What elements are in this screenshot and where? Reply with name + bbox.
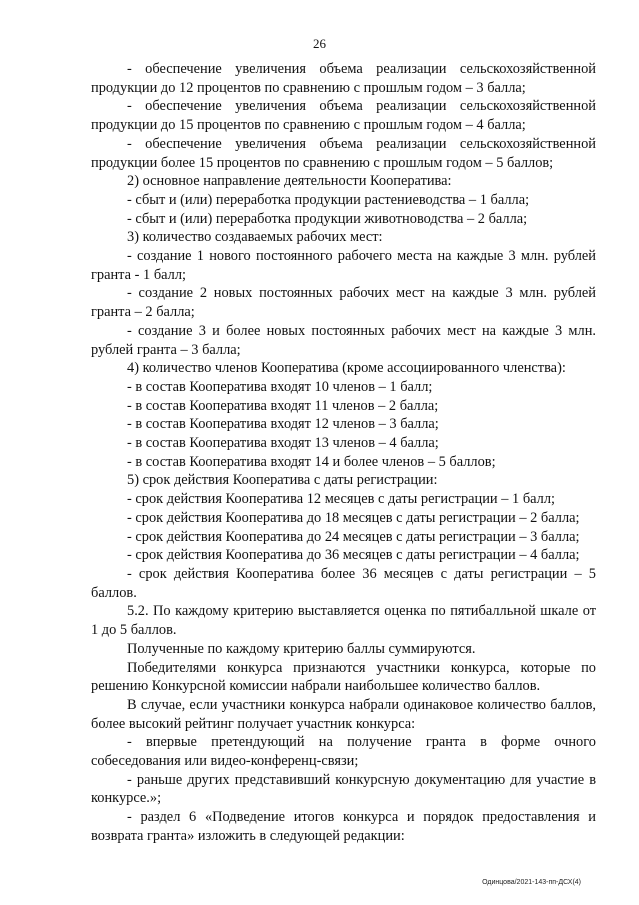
paragraph: 3) количество создаваемых рабочих мест: [127,229,383,246]
paragraph: 5) срок действия Кооператива с даты регистрации: [127,472,438,489]
paragraph: В случае, если участники конкурса набрали одинаковое количество баллов, более высокий рейтинг получает участник конкурса: [91,696,596,732]
paragraph: - срок действия Кооператива 12 месяцев с даты регистрации – 1 балл; [127,491,556,508]
paragraph: - срок действия Кооператива до 18 месяцев с даты регистрации – 2 балла; [127,509,580,526]
paragraph: - сбыт и (или) переработка продукции животноводства – 2 балла; [127,210,528,227]
paragraph: 5.2. По каждому критерию выставляется оценка по пятибалльной шкале от 1 до 5 баллов. [91,603,596,639]
paragraph: - раньше других представивший конкурсную документацию для участие в конкурсе.»; [91,771,596,807]
paragraph: - раздел 6 «Подведение итогов конкурса и порядок предоставления и возврата гранта» изложить в следующей редакции: [91,809,596,844]
paragraph: - создание 2 новых постоянных рабочих мест на каждые 3 млн. рублей гранта – 2 балла; [91,285,596,321]
paragraph: - в состав Кооператива входят 10 членов – 1 балл; [127,378,433,395]
paragraph: - обеспечение увеличения объема реализации сельскохозяйственной продукции до 15 процентов по сравнению с прошлым годом – 4 балла; [91,98,596,134]
paragraph: - срок действия Кооператива более 36 месяцев с даты регистрации – 5 баллов. [91,565,596,601]
paragraph: - срок действия Кооператива до 24 месяцев с даты регистрации – 3 балла; [127,528,580,545]
paragraph: - обеспечение увеличения объема реализации сельскохозяйственной продукции до 12 процентов по сравнению с прошлым годом – 3 балла; [91,61,596,96]
paragraph: 2) основное направление деятельности Кооператива: [127,173,452,190]
paragraph: Полученные по каждому критерию баллы суммируются. [127,640,476,657]
paragraph: Победителями конкурса признаются участники конкурса, которые по решению Конкурсной комиссии набрали наибольшее количество баллов. [91,659,596,695]
document-body [91,60,596,846]
document-reference-code: Одинцова/2021-143-пп-ДСХ(4) [482,879,581,886]
paragraph: 4) количество членов Кооператива (кроме ассоциированного членства): [127,360,566,377]
paragraph: - в состав Кооператива входят 11 членов – 2 балла; [127,397,439,414]
paragraph: - обеспечение увеличения объема реализации сельскохозяйственной продукции более 15 процентов по сравнению с прошлым годом – 5 баллов; [91,135,596,171]
paragraph: - срок действия Кооператива до 36 месяцев с даты регистрации – 4 балла; [127,547,580,564]
paragraph: - в состав Кооператива входят 12 членов – 3 балла; [127,416,439,433]
paragraph: - создание 3 и более новых постоянных рабочих мест на каждые 3 млн. рублей гранта – 3 балла; [91,322,596,358]
paragraph: - создание 1 нового постоянного рабочего места на каждые 3 млн. рублей гранта - 1 балл; [91,248,596,283]
paragraph: - в состав Кооператива входят 13 членов – 4 балла; [127,435,439,452]
paragraph: - сбыт и (или) переработка продукции растениеводства – 1 балла; [127,191,530,208]
page-number: 26 [313,36,326,51]
paragraph: - впервые претендующий на получение гранта в форме очного собеседования или видео-конференц-связи; [91,734,596,770]
paragraph: - в состав Кооператива входят 14 и более членов – 5 баллов; [127,453,496,470]
